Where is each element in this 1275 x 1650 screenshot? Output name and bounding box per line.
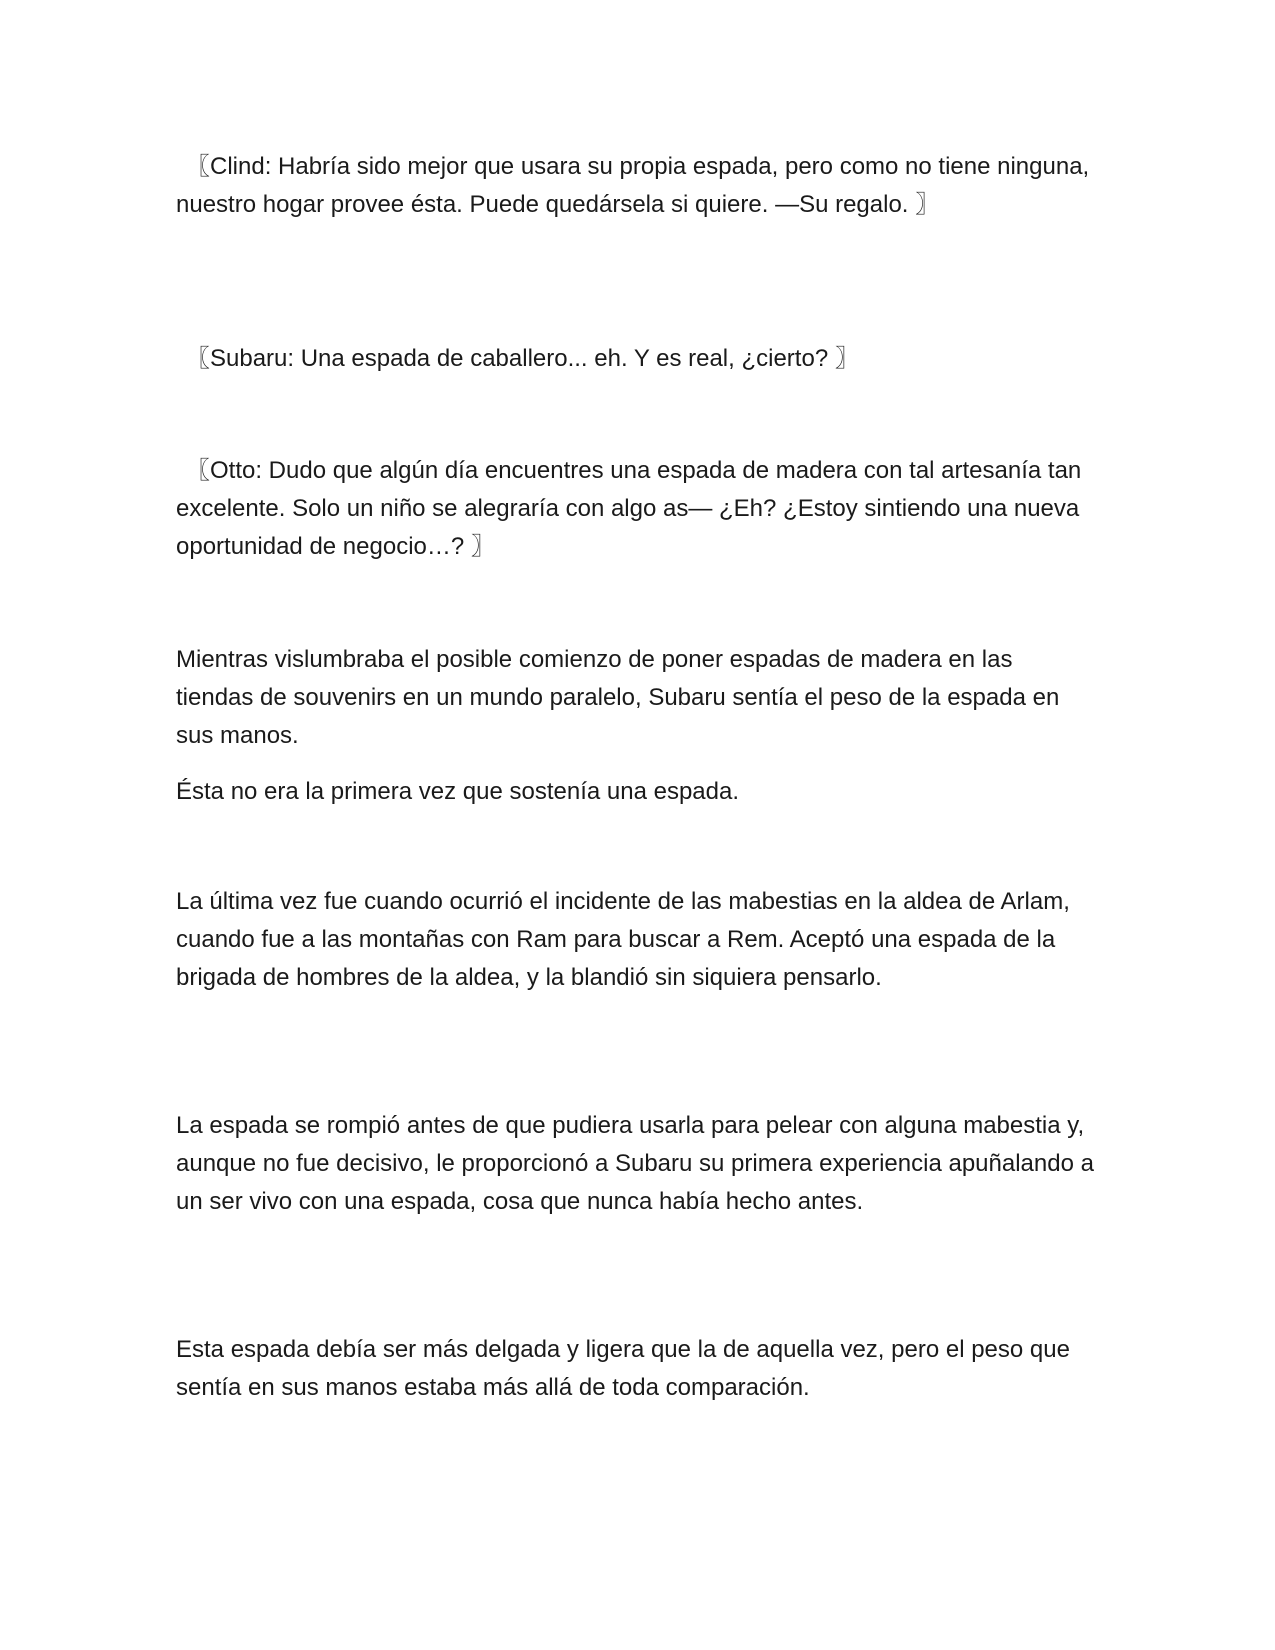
dialogue-subaru: 〖Subaru: Una espada de caballero... eh. Y es real, ¿cierto? 〗: [186, 345, 859, 372]
dialogue-otto: 〖Otto: Dudo que algún día encuentres una espada de madera con tal artesanía tan excelente. Solo un niño se alegraría con algo as— ¿Eh? ¿Estoy sintiendo una nueva oportunidad de negocio…? 〗: [176, 457, 1082, 560]
narration-paragraph: La última vez fue cuando ocurrió el incidente de las mabestias en la aldea de Arlam, cuando fue a las montañas con Ram para buscar a Rem. Aceptó una espada de la brigada de hombres de la aldea, y la blandió sin siquiera pensarlo.: [176, 888, 1070, 991]
narration-paragraph: Mientras vislumbraba el posible comienzo de poner espadas de madera en las tiendas de souvenirs en un mundo paralelo, Subaru sentía el peso de la espada en sus manos.: [176, 646, 1060, 749]
narration-paragraph: Ésta no era la primera vez que sostenía una espada.: [176, 778, 740, 805]
narration-paragraph: La espada se rompió antes de que pudiera usarla para pelear con alguna mabestia y, aunque no fue decisivo, le proporcionó a Subaru su primera experiencia apuñalando a un ser vivo con una espada, cosa que nunca había hecho antes.: [176, 1112, 1094, 1215]
dialogue-clind: 〖Clind: Habría sido mejor que usara su propia espada, pero como no tiene ninguna, nuestro hogar provee ésta. Puede quedársela si quiere. —Su regalo. 〗: [176, 153, 1090, 218]
narration-paragraph: Esta espada debía ser más delgada y ligera que la de aquella vez, pero el peso que sentía en sus manos estaba más allá de toda comparación.: [176, 1336, 1070, 1401]
